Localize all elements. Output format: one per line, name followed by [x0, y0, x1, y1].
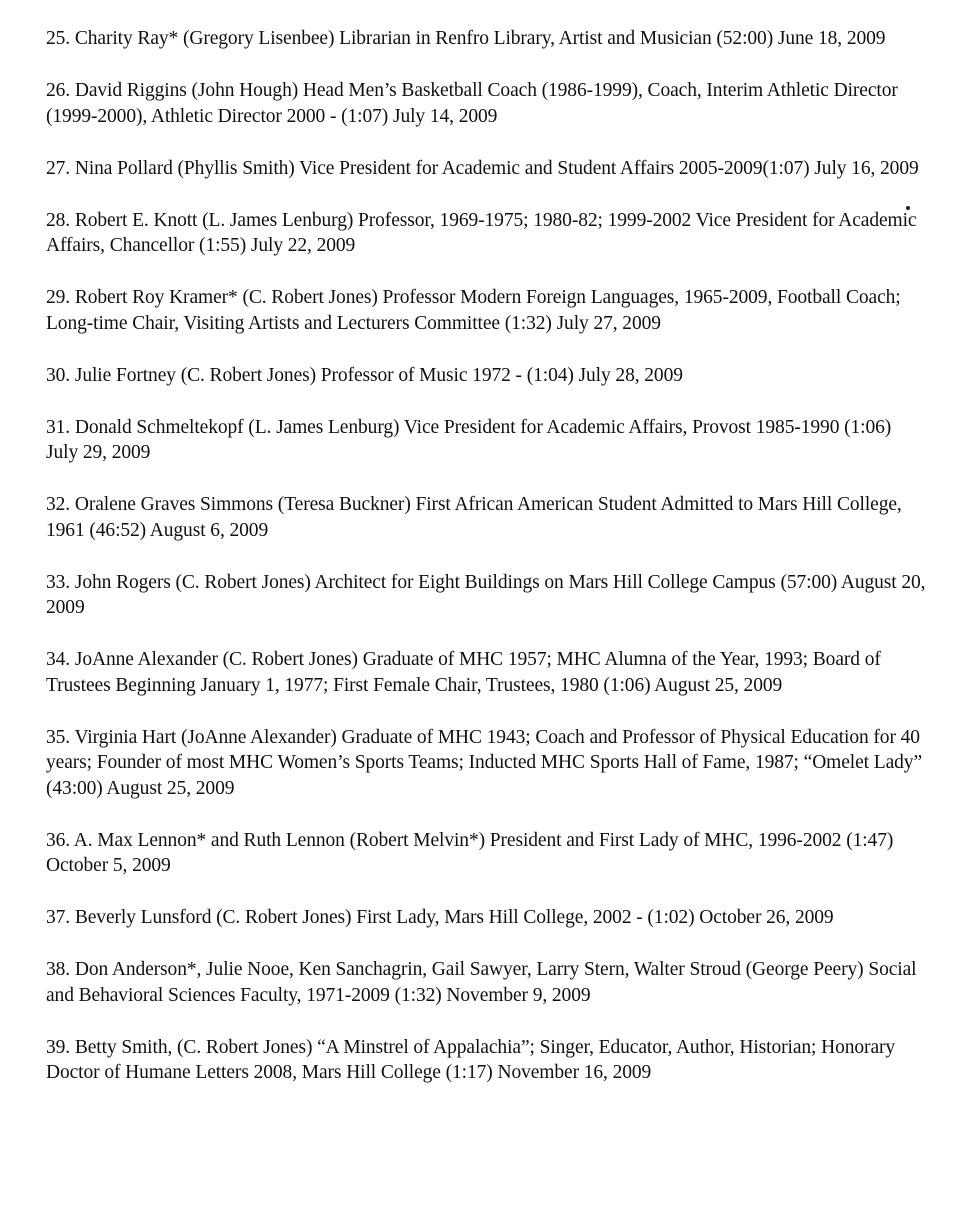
list-item: 34. JoAnne Alexander (C. Robert Jones) Graduate of MHC 1957; MHC Alumna of the Year, 1993; Board of Trustees Beginning January 1, 1977; First Female Chair, Trustees, 1980 (1:06) August 25, 2009: [46, 649, 881, 696]
scan-speck: [906, 206, 910, 210]
list-item: 26. David Riggins (John Hough) Head Men’s Basketball Coach (1986-1999), Coach, Interim Athletic Director (1999-2000), Athletic Director 2000 - (1:07) July 14, 2009: [46, 80, 898, 127]
oral-history-list: [46, 26, 926, 1086]
list-item: 38. Don Anderson*, Julie Nooe, Ken Sanchagrin, Gail Sawyer, Larry Stern, Walter Stroud (George Peery) Social and Behavioral Sciences Faculty, 1971-2009 (1:32) November 9, 2009: [46, 959, 917, 1006]
list-item: 35. Virginia Hart (JoAnne Alexander) Graduate of MHC 1943; Coach and Professor of Physical Education for 40 years; Founder of most MHC Women’s Sports Teams; Inducted MHC Sports Hall of Fame, 1987; “Omelet Lady” (43:00) August 25, 2009: [46, 726, 922, 799]
list-item: 31. Donald Schmeltekopf (L. James Lenburg) Vice President for Academic Affairs, Provost 1985-1990 (1:06) July 29, 2009: [46, 416, 892, 463]
list-item: 27. Nina Pollard (Phyllis Smith) Vice President for Academic and Student Affairs 2005-2009(1:07) July 16, 2009: [46, 157, 919, 179]
list-item: 32. Oralene Graves Simmons (Teresa Buckner) First African American Student Admitted to Mars Hill College, 1961 (46:52) August 6, 2009: [46, 494, 902, 541]
list-item: 36. A. Max Lennon* and Ruth Lennon (Robert Melvin*) President and First Lady of MHC, 1996-2002 (1:47) October 5, 2009: [46, 829, 894, 876]
list-item: 37. Beverly Lunsford (C. Robert Jones) First Lady, Mars Hill College, 2002 - (1:02) October 26, 2009: [46, 907, 834, 928]
list-item: 28. Robert E. Knott (L. James Lenburg) Professor, 1969-1975; 1980-82; 1999-2002 Vice President for Academic Affairs, Chancellor (1:55) July 22, 2009: [46, 209, 917, 256]
list-item: 25. Charity Ray* (Gregory Lisenbee) Librarian in Renfro Library, Artist and Musician (52:00) June 18, 2009: [46, 28, 886, 49]
list-item: 33. John Rogers (C. Robert Jones) Architect for Eight Buildings on Mars Hill College Campus (57:00) August 20, 2009: [46, 571, 926, 618]
list-item: 39. Betty Smith, (C. Robert Jones) “A Minstrel of Appalachia”; Singer, Educator, Author, Historian; Honorary Doctor of Humane Letters 2008, Mars Hill College (1:17) November 16, 2009: [46, 1036, 896, 1083]
list-item: 29. Robert Roy Kramer* (C. Robert Jones) Professor Modern Foreign Languages, 1965-2009, Football Coach; Long-time Chair, Visiting Artists and Lecturers Committee (1:32) July 27, 2009: [46, 287, 901, 334]
list-item: 30. Julie Fortney (C. Robert Jones) Professor of Music 1972 - (1:04) July 28, 2009: [46, 364, 683, 386]
